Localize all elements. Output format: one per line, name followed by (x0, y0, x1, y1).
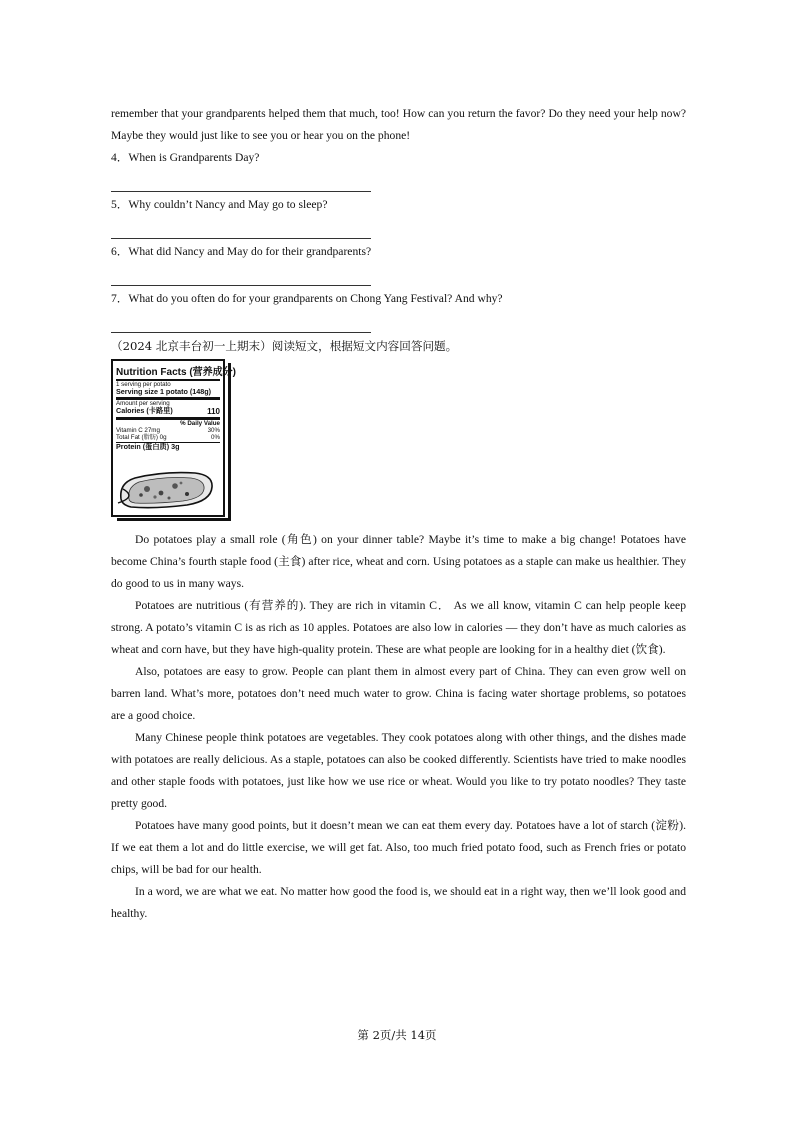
nutrition-label (111, 359, 236, 517)
amount-per: Amount per serving (116, 400, 170, 407)
question-6: 6．What did Nancy and May do for their grandparents? (111, 245, 372, 258)
paragraph-2: Potatoes are nutritious (有营养的). They are rich in vitamin C． As we all know, vitamin C can help people keep strong. A potato’s vitamin C is as rich as 10 apples. Potatoes are also low in calories — they don’t have as much calories as wheat and corn have, but they have high-quality protein. These are what people are looking for in a healthy diet (饮食). (111, 599, 686, 656)
fat-label: Total Fat (脂肪) 0g (116, 434, 167, 441)
question-7: 7．What do you often do for your grandparents on Chong Yang Festival? And why? (111, 292, 503, 305)
paragraph-3: Also, potatoes are easy to grow. People can plant them in almost every part of China. They can even grow well on barren land. What’s more, potatoes don’t need much water to grow. China is facing water shortage problems, so potatoes are a good choice. (111, 665, 686, 722)
question-4: 4．When is Grandparents Day? (111, 151, 260, 164)
nutrition-title: Nutrition Facts (营养成分) (116, 363, 220, 381)
source-line: （2024 北京丰台初一上期末）阅读短文，根据短文内容回答问题。 (111, 339, 458, 353)
serving-size: Serving size 1 potato (148g) (116, 388, 220, 400)
protein-label: Protein (蛋白质) 3g (116, 442, 180, 451)
nutrition-facts-image (111, 359, 235, 521)
question-5: 5．Why couldn’t Nancy and May go to sleep? (111, 198, 328, 211)
fat-value: 0% (211, 434, 220, 441)
answer-line-6[interactable] (111, 263, 371, 286)
document-page (111, 103, 686, 925)
paragraph-1: Do potatoes play a small role (角色) on your dinner table? Maybe it’s time to make a big change! Potatoes have become China’s fourth staple food (主食) after rice, wheat and corn. Using potatoes as a staple can make us healthier. They do good to us in many ways. (111, 533, 686, 590)
paragraph-5: Potatoes have many good points, but it doesn’t mean we can eat them every day. Potatoes have a lot of starch (淀粉). If we eat them a lot and do little exercise, we will get fat. Also, too much fried potato food, such as French fries or potato chips, will be bad for our health. (111, 819, 686, 876)
potato-illustration (117, 469, 217, 509)
answer-line-4[interactable] (111, 169, 371, 192)
calories-label: Calories (卡路里) (116, 406, 173, 415)
calories-value: 110 (207, 407, 220, 416)
daily-value: % Daily Value (180, 420, 220, 427)
serving-per: 1 serving per potato (116, 381, 171, 388)
intro-continuation: remember that your grandparents helped them that much, too! How can you return the favor? Do they need your help now? Maybe they would just like to see you or hear you on the phone! (111, 107, 686, 142)
vitc-value: 30% (207, 427, 220, 434)
page-footer: 第 2页/共 14页 (357, 1028, 437, 1042)
paragraph-6: In a word, we are what we eat. No matter how good the food is, we should eat in a right way, then we’ll look good and healthy. (111, 885, 686, 920)
answer-line-5[interactable] (111, 216, 371, 239)
answer-line-7[interactable] (111, 310, 371, 333)
paragraph-4: Many Chinese people think potatoes are vegetables. They cook potatoes along with other things, and the dishes made with potatoes are really delicious. As a staple, potatoes can also be cooked differently. Scientists have tried to make noodles and other staple foods with potatoes, just like how we use rice or wheat. Would you like to try potato noodles? They taste pretty good. (111, 731, 686, 810)
vitc-label: Vitamin C 27mg (116, 427, 160, 434)
